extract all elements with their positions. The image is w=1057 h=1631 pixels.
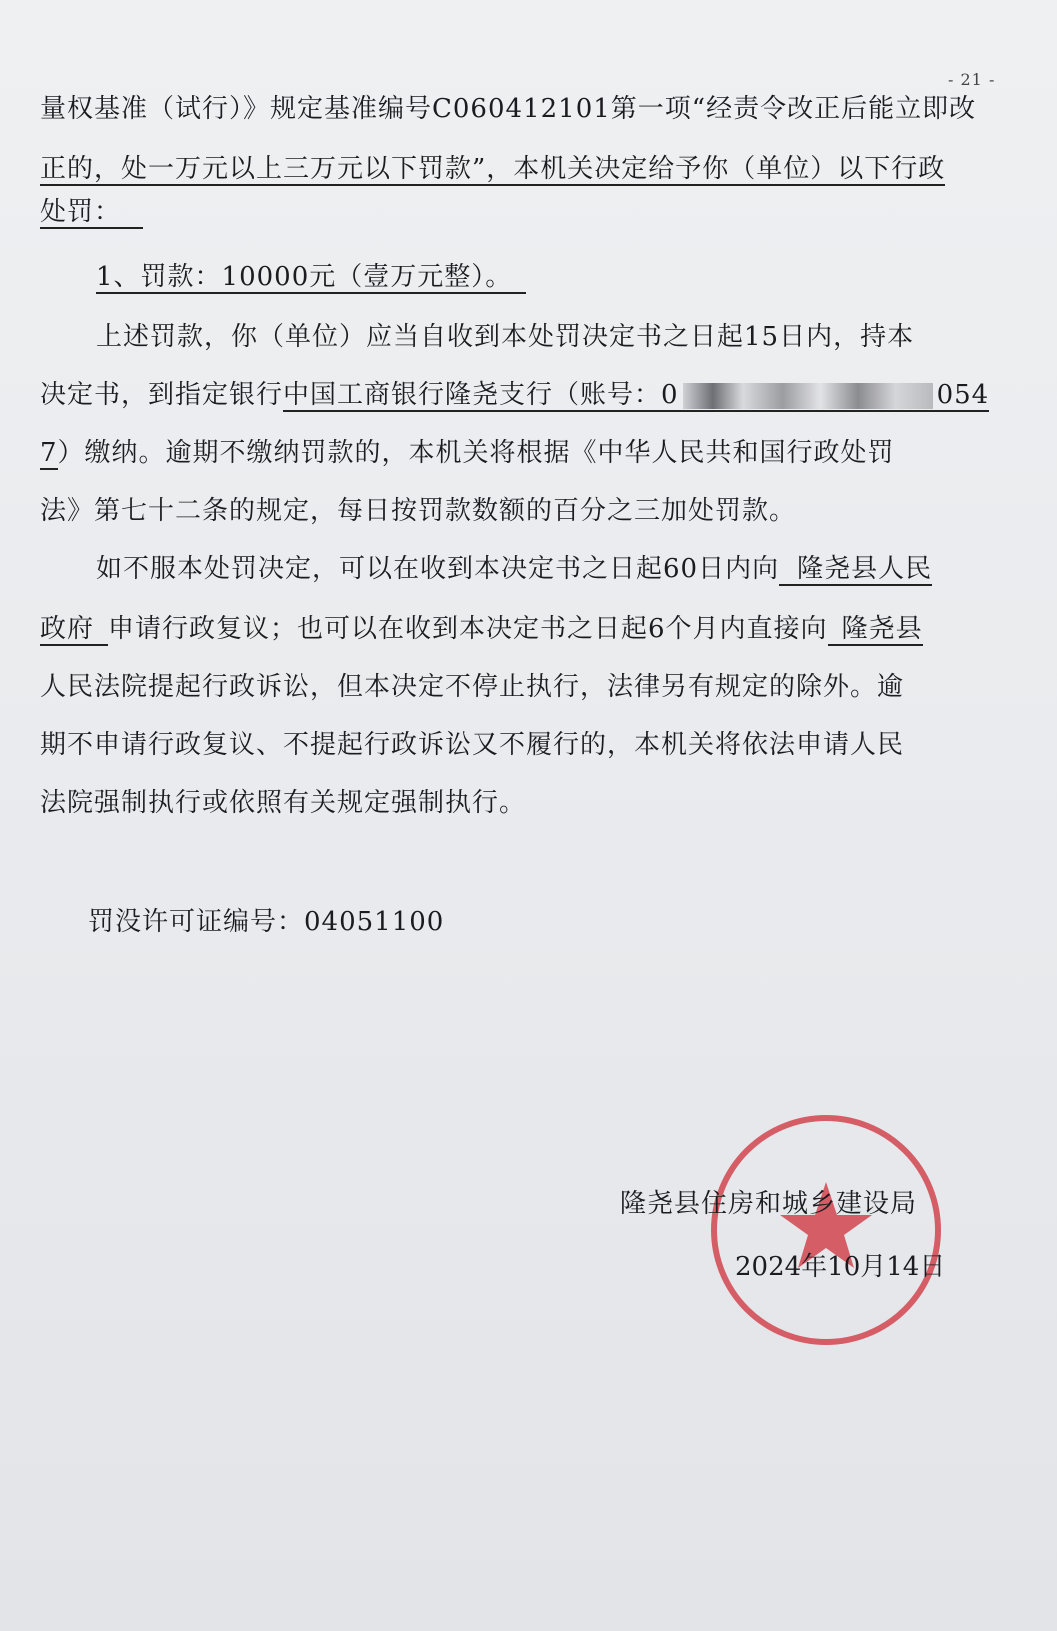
para1-line2	[40, 152, 945, 186]
para2-line2	[40, 378, 989, 412]
review-org-part1: 隆尧县人民	[779, 554, 932, 586]
account-end: 054	[936, 380, 990, 410]
redacted-account	[683, 383, 933, 409]
license-number: 罚没许可证编号：04051100	[88, 907, 445, 937]
para1-line2-text: 正的，处一万元以上三万元以下罚款”，本机关决定给予你（单位）以下行政	[40, 154, 946, 184]
penalty-item-text: 1、罚款：10000元（壹万元整）。	[96, 262, 526, 294]
para1-line3	[40, 195, 143, 229]
issuing-organization: 隆尧县住房和城乡建设局	[620, 1189, 918, 1219]
review-org-part2: 政府	[40, 614, 108, 646]
official-seal	[708, 1112, 944, 1348]
para3-line3: 人民法院提起行政诉讼，但本决定不停止执行，法律另有规定的除外。逾	[40, 672, 905, 702]
para3-line5: 法院强制执行或依照有关规定强制执行。	[40, 788, 527, 818]
issue-date: 2024年10月14日	[735, 1252, 946, 1282]
para3-line1	[96, 552, 932, 586]
para1-line1: 量权基准（试行）》规定基准编号C060412101第一项“经责令改正后能立即改	[40, 94, 977, 124]
para2-line3	[40, 436, 895, 470]
para2-line1: 上述罚款，你（单位）应当自收到本处罚决定书之日起15日内，持本	[96, 322, 915, 352]
para3-line4: 期不申请行政复议、不提起行政诉讼又不履行的，本机关将依法申请人民	[40, 730, 905, 760]
para2-line4: 法》第七十二条的规定，每日按罚款数额的百分之三加处罚款。	[40, 496, 797, 526]
bank-name: 中国工商银行隆尧支行（账号：	[283, 380, 662, 410]
account-tail: 7	[40, 438, 58, 468]
para3-line1-prefix: 如不服本处罚决定，可以在收到本决定书之日起60日内向	[96, 554, 780, 584]
para2-line2-prefix: 决定书，到指定银行	[40, 380, 284, 410]
para2-line3-rest: ）缴纳。逾期不缴纳罚款的，本机关将根据《中华人民共和国行政处罚	[57, 438, 895, 468]
court-part1: 隆尧县	[828, 614, 923, 646]
account-start: 0	[661, 380, 679, 410]
para3-line2	[40, 612, 923, 646]
para3-line2-mid: 申请行政复议；也可以在收到本决定书之日起6个月内直接向	[108, 614, 828, 644]
page-number: - 21 -	[948, 70, 996, 89]
bank-account-underline	[283, 380, 989, 412]
para1-line3-text: 处罚：	[40, 197, 143, 229]
penalty-item	[96, 260, 526, 294]
